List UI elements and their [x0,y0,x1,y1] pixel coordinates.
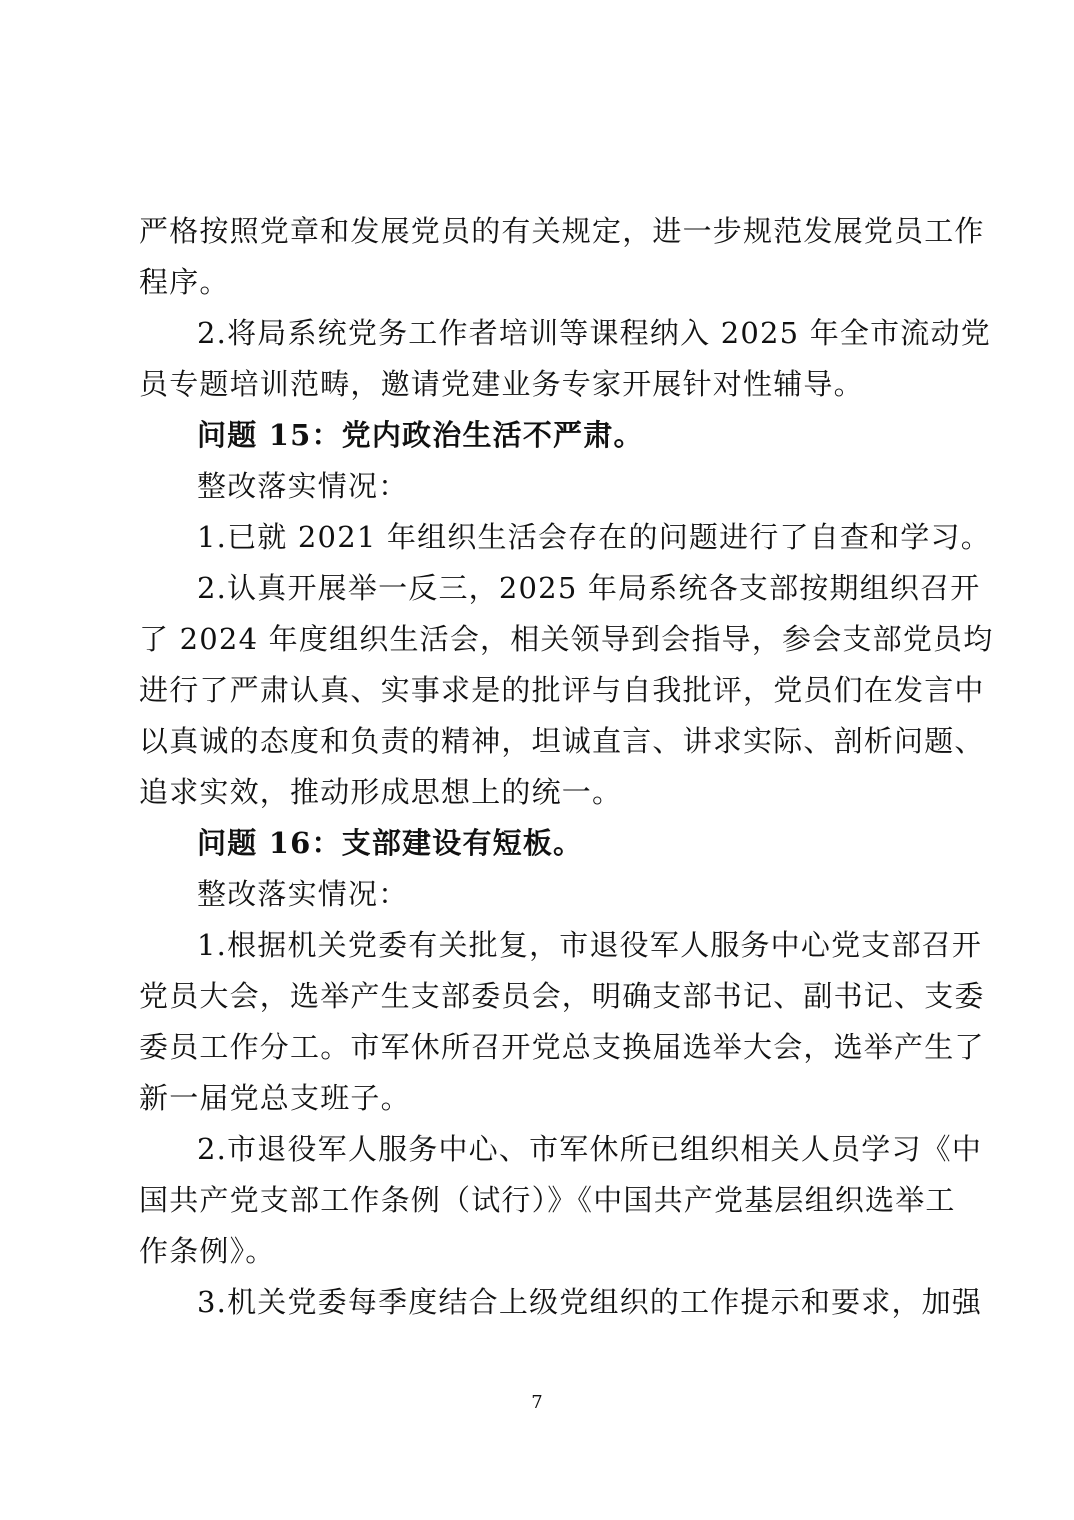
body-text-line: 新一届党总支班子。 [139,1081,411,1115]
body-text-line: 党员大会，选举产生支部委员会，明确支部书记、副书记、支委 [139,979,985,1013]
body-text-line: 程序。 [139,265,230,299]
section-heading: 问题 15：党内政治生活不严肃。 [197,418,644,452]
section-heading: 问题 16：支部建设有短板。 [197,826,584,860]
body-text-line: 作条例》。 [139,1234,276,1268]
body-text-line: 2.将局系统党务工作者培训等课程纳入 2025 年全市流动党 [197,316,991,350]
body-text-line: 以真诚的态度和负责的精神，坦诚直言、讲求实际、剖析问题、 [139,724,985,758]
body-text-line: 2.市退役军人服务中心、市军休所已组织相关人员学习《中 [197,1132,983,1166]
body-text-line: 严格按照党章和发展党员的有关规定，进一步规范发展党员工作 [139,214,985,248]
body-text-line: 进行了严肃认真、实事求是的批评与自我批评，党员们在发言中 [139,673,985,707]
body-text-line: 1.根据机关党委有关批复，市退役军人服务中心党支部召开 [197,928,983,962]
body-text-line: 3.机关党委每季度结合上级党组织的工作提示和要求，加强 [197,1285,983,1319]
body-text-line: 委员工作分工。市军休所召开党总支换届选举大会，选举产生了 [139,1030,985,1064]
body-text-line: 国共产党支部工作条例（试行）》《中国共产党基层组织选举工 [139,1183,956,1217]
body-text-line: 了 2024 年度组织生活会，相关领导到会指导，参会支部党员均 [139,622,994,656]
body-text-line: 2.认真开展举一反三，2025 年局系统各支部按期组织召开 [197,571,981,605]
body-text-line: 1.已就 2021 年组织生活会存在的问题进行了自查和学习。 [197,520,991,554]
body-text-line: 追求实效，推动形成思想上的统一。 [139,775,623,809]
subheading: 整改落实情况： [197,877,409,911]
page-number: 7 [531,1392,543,1413]
body-text-line: 员专题培训范畴，邀请党建业务专家开展针对性辅导。 [139,367,864,401]
subheading: 整改落实情况： [197,469,409,503]
